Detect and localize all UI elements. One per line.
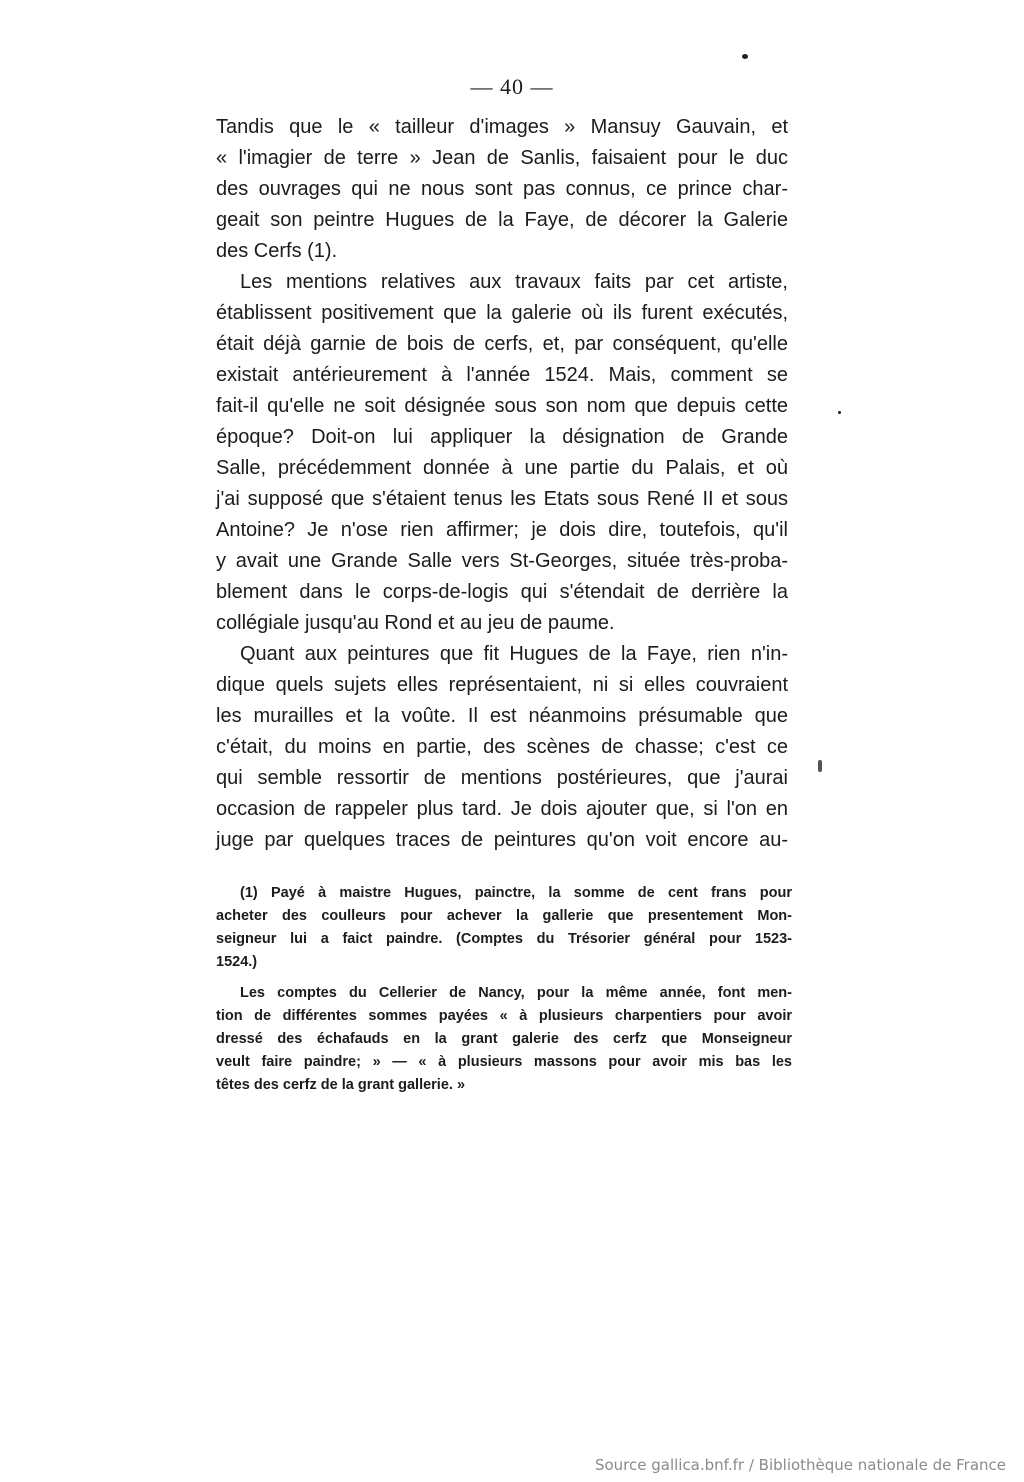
text-line: existait antérieurement à l'année 1524. Mais, comment se <box>216 364 788 386</box>
footnote-line: seigneur lui a faict paindre. (Comptes du Trésorier général pour 1523- <box>216 931 792 947</box>
footnote-line: dressé des échafauds en la grant galerie des cerfz que Monseigneur <box>216 1031 792 1047</box>
footnote <box>216 982 792 1097</box>
text-line: qui semble ressortir de mentions postérieures, que j'aurai <box>216 767 788 789</box>
footnote-line: Les comptes du Cellerier de Nancy, pour la même année, font men- <box>240 985 792 1001</box>
text-line: établissent positivement que la galerie où ils furent exécutés, <box>216 302 788 324</box>
main-text <box>216 112 788 856</box>
footnote-line: acheter des coulleurs pour achever la gallerie que presentement Mon- <box>216 908 792 924</box>
footnote-line: veult faire paindre; » — « à plusieurs massons pour avoir mis bas les <box>216 1054 792 1070</box>
text-line: des ouvrages qui ne nous sont pas connus, ce prince char- <box>216 178 788 200</box>
text-line: geait son peintre Hugues de la Faye, de décorer la Galerie <box>216 209 788 231</box>
text-line: Les mentions relatives aux travaux faits par cet artiste, <box>240 271 788 293</box>
footnote-line: 1524.) <box>216 954 258 970</box>
paragraph <box>216 112 788 267</box>
text-line: dique quels sujets elles représentaient, ni si elles couvraient <box>216 674 788 696</box>
text-line: collégiale jusqu'au Rond et au jeu de paume. <box>216 612 615 634</box>
text-line: les murailles et la voûte. Il est néanmoins présumable que <box>216 705 788 727</box>
text-line: « l'imagier de terre » Jean de Sanlis, faisaient pour le duc <box>216 147 788 169</box>
paragraph <box>216 267 788 639</box>
text-line: juge par quelques traces de peintures qu'on voit encore au- <box>216 829 788 851</box>
scan-speck <box>742 54 748 59</box>
text-line: était déjà garnie de bois de cerfs, et, par conséquent, qu'elle <box>216 333 788 355</box>
footnotes <box>216 882 792 1105</box>
text-line: Quant aux peintures que fit Hugues de la Faye, rien n'in- <box>240 643 788 665</box>
text-line: j'ai supposé que s'étaient tenus les Etats sous René II et sous <box>216 488 788 510</box>
text-line: c'était, du moins en partie, des scènes de chasse; c'est ce <box>216 736 788 758</box>
source-credit: Source gallica.bnf.fr / Bibliothèque nationale de France <box>594 1456 1006 1474</box>
text-line: occasion de rappeler plus tard. Je dois ajouter que, si l'on en <box>216 798 788 820</box>
footnote-line: têtes des cerfz de la grant gallerie. » <box>216 1077 466 1093</box>
scan-speck <box>818 760 822 772</box>
text-line: blement dans le corps-de-logis qui s'étendait de derrière la <box>216 581 788 603</box>
footnote-line: tion de différentes sommes payées « à plusieurs charpentiers pour avoir <box>216 1008 792 1024</box>
text-line: Antoine? Je n'ose rien affirmer; je dois dire, toutefois, qu'il <box>216 519 788 541</box>
text-line: époque? Doit-on lui appliquer la désignation de Grande <box>216 426 788 448</box>
text-line: Tandis que le « tailleur d'images » Mansuy Gauvain, et <box>216 116 788 138</box>
scan-speck <box>838 411 841 414</box>
text-line: Salle, précédemment donnée à une partie du Palais, et où <box>216 457 788 479</box>
paragraph <box>216 639 788 856</box>
text-line: y avait une Grande Salle vers St-Georges, située très-proba- <box>216 550 788 572</box>
text-line: des Cerfs (1). <box>216 240 338 262</box>
text-line: fait-il qu'elle ne soit désignée sous son nom que depuis cette <box>216 395 788 417</box>
footnote <box>216 882 792 974</box>
page-number: — 40 — <box>470 74 554 99</box>
footnote-line: (1) Payé à maistre Hugues, painctre, la somme de cent frans pour <box>240 885 792 901</box>
